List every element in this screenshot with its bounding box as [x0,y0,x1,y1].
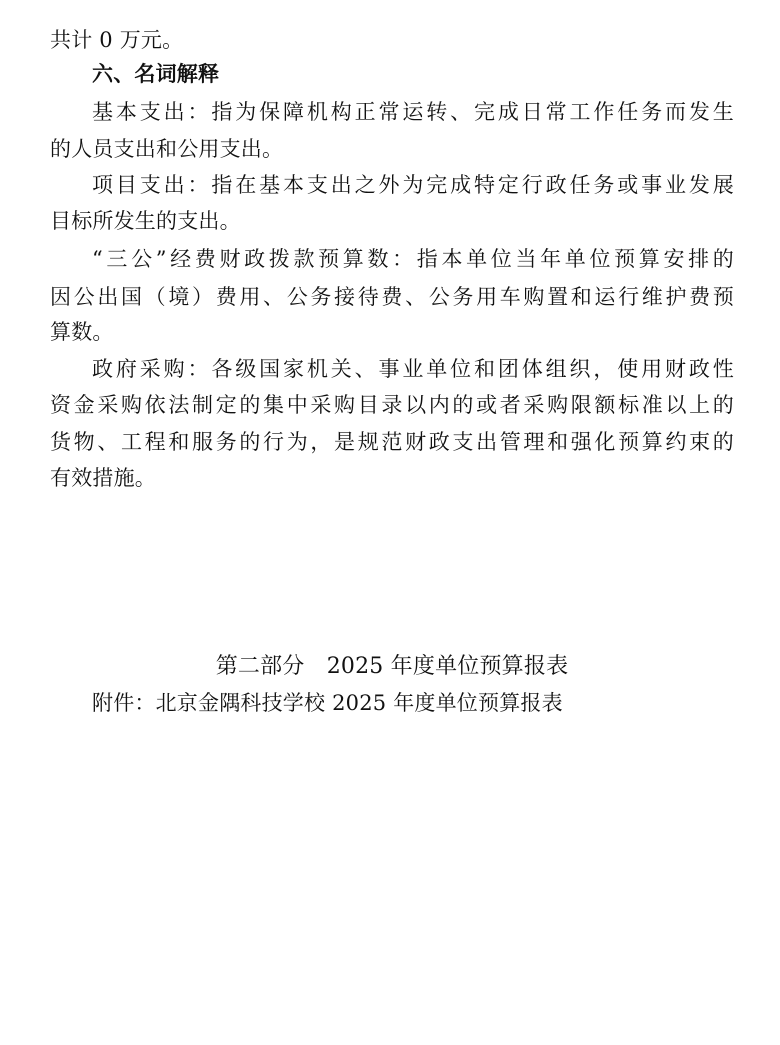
definition-procurement-line1: 政府采购：各级国家机关、事业单位和团体组织，使用财政性 [92,357,734,381]
intro-line: 共计 0 万元。 [50,28,184,52]
definition-project-line2: 目标所发生的支出。 [50,209,241,233]
definition-procurement-line4: 有效措施。 [50,466,156,490]
definition-basic-line1: 基本支出：指为保障机构正常运转、完成日常工作任务而发生 [92,100,734,124]
definition-procurement-line3: 货物、工程和服务的行为，是规范财政支出管理和强化预算约束的 [50,430,734,454]
part-title: 第二部分 2025 年度单位预算报表 [215,654,569,679]
attachment-line: 附件：北京金隅科技学校 2025 年度单位预算报表 [92,691,563,715]
definition-three-public-line1: “三公”经费财政拨款预算数：指本单位当年单位预算安排的 [92,247,734,271]
definition-basic-line2: 的人员支出和公用支出。 [50,137,284,161]
definition-three-public-line2: 因公出国（境）费用、公务接待费、公务用车购置和运行维护费预 [50,285,734,309]
section-heading: 六、名词解释 [92,62,220,86]
definition-project-line1: 项目支出：指在基本支出之外为完成特定行政任务或事业发展 [92,173,734,197]
definition-procurement-line2: 资金采购依法制定的集中采购目录以内的或者采购限额标准以上的 [50,393,734,417]
definition-three-public-line3: 算数。 [50,320,114,344]
